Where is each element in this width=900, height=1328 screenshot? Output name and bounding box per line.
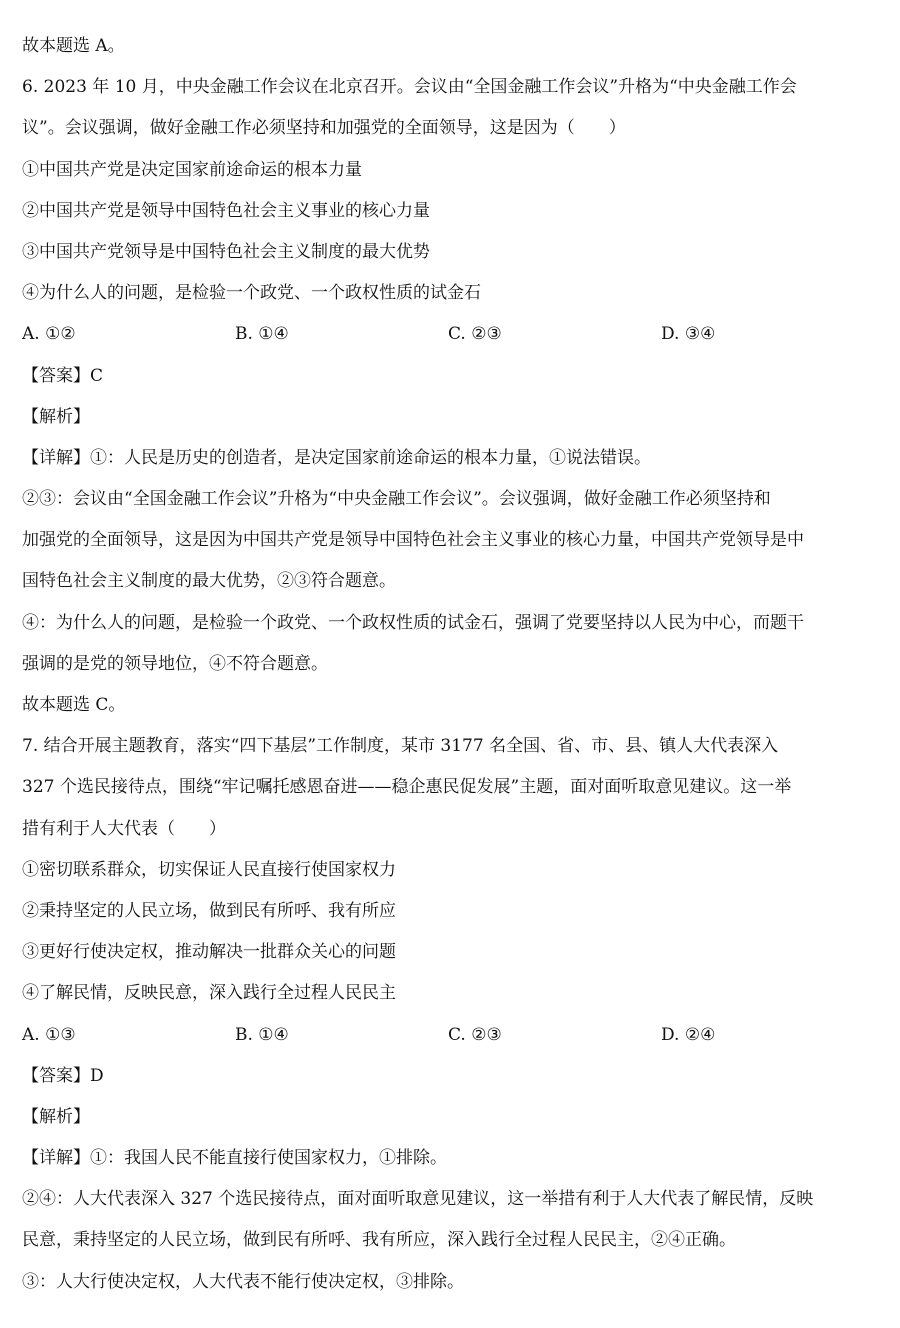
question-6-stem: 6. 2023 年 10 月，中央金融工作会议在北京召开。会议由“全国金融工作会议”升格为“中央金融工作会 xyxy=(22,77,797,98)
q7-option-d: D. ②④ xyxy=(661,1024,716,1045)
q7-answer: 【答案】D xyxy=(22,1065,104,1086)
q7-options xyxy=(22,1015,878,1056)
question-7-stem: 7. 结合开展主题教育，落实“四下基层”工作制度，某市 3177 名全国、省、市、县、镇人大代表深入 xyxy=(22,736,779,757)
q6-option-a: A. ①② xyxy=(22,324,76,345)
q7-explanation: 民意，秉持坚定的人民立场，做到民有所呼、我有所应，深入践行全过程人民民主，②④正确。 xyxy=(22,1230,736,1251)
q6-conclusion: 故本题选 C。 xyxy=(22,695,126,715)
q7-statement-4: ④了解民情，反映民意，深入践行全过程人民民主 xyxy=(22,983,396,1004)
q6-explanation: 强调的是党的领导地位，④不符合题意。 xyxy=(22,653,328,674)
q6-answer: 【答案】C xyxy=(22,365,104,386)
q7-analysis-heading: 【解析】 xyxy=(22,1106,90,1127)
q6-option-b: B. ①④ xyxy=(235,324,289,345)
q6-statement-4: ④为什么人的问题，是检验一个政党、一个政权性质的试金石 xyxy=(22,283,481,304)
q6-explanation: 国特色社会主义制度的最大优势，②③符合题意。 xyxy=(22,571,396,592)
question-7-stem-cont: 措有利于人大代表（ ） xyxy=(22,818,226,839)
q7-statement-3: ③更好行使决定权，推动解决一批群众关心的问题 xyxy=(22,942,396,963)
q6-analysis-heading: 【解析】 xyxy=(22,406,90,427)
q7-option-a: A. ①③ xyxy=(22,1024,76,1045)
q6-explanation: 【详解】①：人民是历史的创造者，是决定国家前途命运的根本力量，①说法错误。 xyxy=(22,447,651,468)
q6-explanation: ②③：会议由“全国金融工作会议”升格为“中央金融工作会议”。会议强调，做好金融工作必须坚持和 xyxy=(22,489,771,510)
q6-explanation: ④：为什么人的问题，是检验一个政党、一个政权性质的试金石，强调了党要坚持以人民为中心，而题干 xyxy=(22,612,804,633)
q6-explanation: 加强党的全面领导，这是因为中国共产党是领导中国特色社会主义事业的核心力量，中国共产党领导是中 xyxy=(22,530,804,551)
q6-statement-3: ③中国共产党领导是中国特色社会主义制度的最大优势 xyxy=(22,241,430,262)
q6-options xyxy=(22,314,878,355)
q6-statement-2: ②中国共产党是领导中国特色社会主义事业的核心力量 xyxy=(22,200,430,221)
text-line: 故本题选 A。 xyxy=(22,36,125,56)
q7-statement-1: ①密切联系群众，切实保证人民直接行使国家权力 xyxy=(22,859,396,880)
document-page xyxy=(22,26,878,1303)
q7-explanation: ②④：人大代表深入 327 个选民接待点，面对面听取意见建议，这一举措有利于人大代表了解民情，反映 xyxy=(22,1189,814,1210)
q7-explanation: 【详解】①：我国人民不能直接行使国家权力，①排除。 xyxy=(22,1148,447,1169)
q6-statement-1: ①中国共产党是决定国家前途命运的根本力量 xyxy=(22,159,362,180)
question-7-stem-cont: 327 个选民接待点，围绕“牢记嘱托感恩奋进——稳企惠民促发展”主题，面对面听取意见建议。这一举 xyxy=(22,777,792,798)
question-6-stem-cont: 议”。会议强调，做好金融工作必须坚持和加强党的全面领导，这是因为（ ） xyxy=(22,118,626,139)
q7-option-b: B. ①④ xyxy=(235,1024,289,1045)
q7-explanation: ③：人大行使决定权，人大代表不能行使决定权，③排除。 xyxy=(22,1271,464,1292)
q6-option-c: C. ②③ xyxy=(448,324,502,345)
q7-statement-2: ②秉持坚定的人民立场，做到民有所呼、我有所应 xyxy=(22,900,396,921)
q6-option-d: D. ③④ xyxy=(661,324,716,345)
q7-option-c: C. ②③ xyxy=(448,1024,502,1045)
